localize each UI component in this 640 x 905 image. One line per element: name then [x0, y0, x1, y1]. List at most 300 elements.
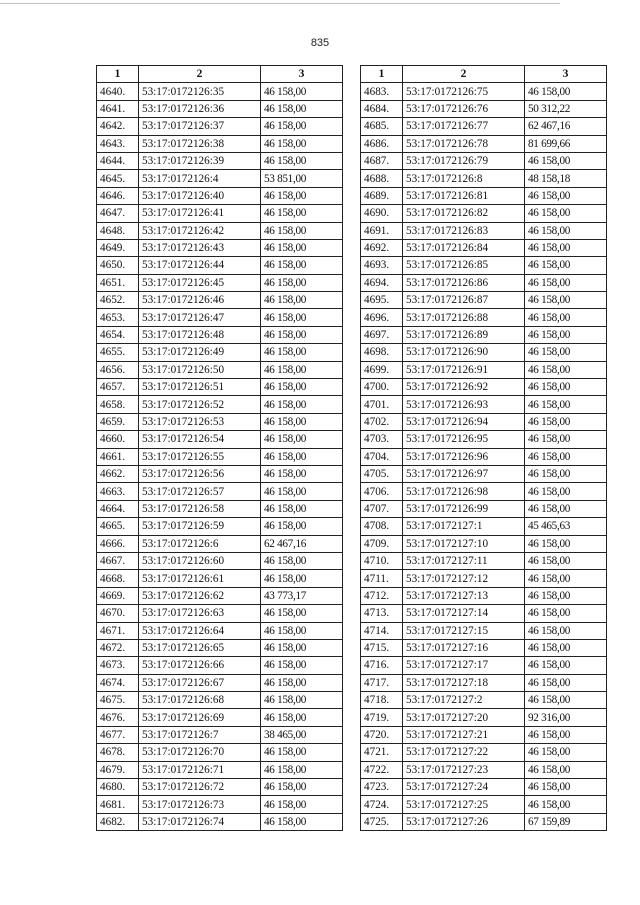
cadastral-value: 46 158,00 — [525, 326, 607, 343]
table-row — [361, 83, 607, 100]
row-index: 4702. — [361, 413, 403, 430]
table-row — [97, 152, 343, 169]
cadastral-value: 46 158,00 — [261, 639, 343, 656]
table-row — [97, 692, 343, 709]
cadastral-value: 46 158,00 — [261, 761, 343, 778]
row-index: 4654. — [97, 326, 139, 343]
table-row — [97, 657, 343, 674]
cadastral-number: 53:17:0172126:42 — [139, 222, 261, 239]
cadastral-number: 53:17:0172127:17 — [403, 657, 525, 674]
table-row — [97, 83, 343, 100]
table-row — [361, 361, 607, 378]
table-body-left — [97, 83, 343, 831]
row-index: 4646. — [97, 187, 139, 204]
row-index: 4664. — [97, 500, 139, 517]
cadastral-number: 53:17:0172126:35 — [139, 83, 261, 100]
cadastral-number: 53:17:0172126:7 — [139, 726, 261, 743]
cadastral-value: 46 158,00 — [261, 465, 343, 482]
cadastral-value: 46 158,00 — [261, 257, 343, 274]
table-row — [97, 587, 343, 604]
cadastral-number: 53:17:0172126:38 — [139, 135, 261, 152]
table-row — [97, 726, 343, 743]
table-row — [361, 674, 607, 691]
cadastral-number: 53:17:0172126:99 — [403, 500, 525, 517]
table-row — [361, 639, 607, 656]
table-row — [361, 257, 607, 274]
cadastral-value: 46 158,00 — [261, 622, 343, 639]
cadastral-number: 53:17:0172126:44 — [139, 257, 261, 274]
table-row — [97, 205, 343, 222]
row-index: 4658. — [97, 396, 139, 413]
cadastral-value: 46 158,00 — [261, 239, 343, 256]
cadastral-value: 46 158,00 — [525, 361, 607, 378]
cadastral-number: 53:17:0172126:83 — [403, 222, 525, 239]
table-row — [97, 552, 343, 569]
row-index: 4644. — [97, 152, 139, 169]
column-header-cadastral-number: 2 — [139, 66, 261, 83]
cadastral-value: 46 158,00 — [525, 692, 607, 709]
table-row — [361, 761, 607, 778]
cadastral-number: 53:17:0172126:88 — [403, 309, 525, 326]
row-index: 4650. — [97, 257, 139, 274]
row-index: 4720. — [361, 726, 403, 743]
table-row — [361, 100, 607, 117]
table-row — [97, 518, 343, 535]
row-index: 4703. — [361, 431, 403, 448]
row-index: 4721. — [361, 744, 403, 761]
page-number: 835 — [310, 37, 330, 49]
cadastral-value: 46 158,00 — [525, 379, 607, 396]
cadastral-number: 53:17:0172126:4 — [139, 170, 261, 187]
cadastral-value: 46 158,00 — [525, 552, 607, 569]
cadastral-value: 46 158,00 — [261, 83, 343, 100]
cadastral-value: 46 158,00 — [261, 187, 343, 204]
table-row — [361, 118, 607, 135]
row-index: 4704. — [361, 448, 403, 465]
table-row — [97, 483, 343, 500]
cadastral-value: 81 699,66 — [525, 135, 607, 152]
cadastral-number: 53:17:0172126:50 — [139, 361, 261, 378]
cadastral-value: 46 158,00 — [525, 431, 607, 448]
cadastral-number: 53:17:0172126:90 — [403, 344, 525, 361]
row-index: 4722. — [361, 761, 403, 778]
row-index: 4651. — [97, 274, 139, 291]
row-index: 4707. — [361, 500, 403, 517]
row-index: 4682. — [97, 813, 139, 830]
cadastral-number: 53:17:0172126:61 — [139, 570, 261, 587]
cadastral-value: 46 158,00 — [525, 500, 607, 517]
cadastral-value: 46 158,00 — [525, 222, 607, 239]
cadastral-value: 53 851,00 — [261, 170, 343, 187]
cadastral-value: 46 158,00 — [261, 274, 343, 291]
cadastral-number: 53:17:0172127:14 — [403, 605, 525, 622]
row-index: 4681. — [97, 796, 139, 813]
table-row — [97, 779, 343, 796]
row-index: 4648. — [97, 222, 139, 239]
row-index: 4714. — [361, 622, 403, 639]
cadastral-number: 53:17:0172126:64 — [139, 622, 261, 639]
cadastral-value: 46 158,00 — [525, 744, 607, 761]
cadastral-number: 53:17:0172126:52 — [139, 396, 261, 413]
row-index: 4710. — [361, 552, 403, 569]
cadastral-value: 46 158,00 — [261, 344, 343, 361]
cadastral-value: 46 158,00 — [525, 292, 607, 309]
cadastral-value: 46 158,00 — [525, 622, 607, 639]
cadastral-number: 53:17:0172126:72 — [139, 779, 261, 796]
row-index: 4679. — [97, 761, 139, 778]
row-index: 4675. — [97, 692, 139, 709]
cadastral-number: 53:17:0172126:76 — [403, 100, 525, 117]
cadastral-number: 53:17:0172126:84 — [403, 239, 525, 256]
cadastral-number: 53:17:0172126:41 — [139, 205, 261, 222]
table-row — [361, 535, 607, 552]
cadastral-number: 53:17:0172126:65 — [139, 639, 261, 656]
row-index: 4643. — [97, 135, 139, 152]
table-row — [97, 361, 343, 378]
row-index: 4713. — [361, 605, 403, 622]
table-row — [97, 170, 343, 187]
table-row — [97, 761, 343, 778]
cadastral-number: 53:17:0172126:37 — [139, 118, 261, 135]
cadastral-value: 46 158,00 — [525, 779, 607, 796]
cadastral-number: 53:17:0172126:46 — [139, 292, 261, 309]
table-row — [361, 135, 607, 152]
row-index: 4642. — [97, 118, 139, 135]
cadastral-number: 53:17:0172127:18 — [403, 674, 525, 691]
row-index: 4672. — [97, 639, 139, 656]
cadastral-value: 46 158,00 — [525, 657, 607, 674]
table-row — [361, 500, 607, 517]
table-row — [97, 118, 343, 135]
table-row — [97, 326, 343, 343]
row-index: 4688. — [361, 170, 403, 187]
cadastral-value: 46 158,00 — [525, 187, 607, 204]
table-row — [97, 674, 343, 691]
cadastral-number: 53:17:0172126:66 — [139, 657, 261, 674]
column-header-value: 3 — [261, 66, 343, 83]
cadastral-value: 46 158,00 — [261, 796, 343, 813]
row-index: 4700. — [361, 379, 403, 396]
cadastral-number: 53:17:0172126:91 — [403, 361, 525, 378]
row-index: 4718. — [361, 692, 403, 709]
row-index: 4677. — [97, 726, 139, 743]
cadastral-value: 46 158,00 — [261, 518, 343, 535]
cadastral-number: 53:17:0172126:93 — [403, 396, 525, 413]
cadastral-value: 46 158,00 — [261, 135, 343, 152]
cadastral-value: 46 158,00 — [525, 535, 607, 552]
table-row — [361, 465, 607, 482]
cadastral-value: 46 158,00 — [525, 257, 607, 274]
cadastral-value: 46 158,00 — [261, 674, 343, 691]
cadastral-number: 53:17:0172126:49 — [139, 344, 261, 361]
cadastral-number: 53:17:0172126:8 — [403, 170, 525, 187]
table-header-row — [361, 66, 607, 83]
row-index: 4701. — [361, 396, 403, 413]
row-index: 4693. — [361, 257, 403, 274]
cadastral-number: 53:17:0172127:26 — [403, 813, 525, 830]
table-row — [97, 744, 343, 761]
cadastral-value: 46 158,00 — [261, 118, 343, 135]
table-row — [97, 239, 343, 256]
cadastral-value: 46 158,00 — [261, 813, 343, 830]
row-index: 4716. — [361, 657, 403, 674]
cadastral-value: 92 316,00 — [525, 709, 607, 726]
row-index: 4645. — [97, 170, 139, 187]
row-index: 4709. — [361, 535, 403, 552]
cadastral-number: 53:17:0172126:51 — [139, 379, 261, 396]
table-body-right — [361, 83, 607, 831]
table-row — [361, 239, 607, 256]
cadastral-number: 53:17:0172126:63 — [139, 605, 261, 622]
column-header-value: 3 — [525, 66, 607, 83]
row-index: 4711. — [361, 570, 403, 587]
cadastral-number: 53:17:0172127:13 — [403, 587, 525, 604]
table-row — [97, 257, 343, 274]
cadastral-value: 46 158,00 — [261, 309, 343, 326]
row-index: 4694. — [361, 274, 403, 291]
cadastral-value: 67 159,89 — [525, 813, 607, 830]
cadastral-value: 50 312,22 — [525, 100, 607, 117]
table-row — [361, 726, 607, 743]
row-index: 4666. — [97, 535, 139, 552]
cadastral-value: 46 158,00 — [525, 309, 607, 326]
table-row — [97, 500, 343, 517]
cadastral-number: 53:17:0172126:98 — [403, 483, 525, 500]
table-row — [97, 379, 343, 396]
table-row — [361, 622, 607, 639]
table-row — [361, 518, 607, 535]
row-index: 4697. — [361, 326, 403, 343]
table-row — [97, 187, 343, 204]
cadastral-value: 46 158,00 — [261, 605, 343, 622]
scan-top-rule — [0, 3, 560, 4]
table-row — [361, 570, 607, 587]
table-row — [361, 274, 607, 291]
cadastral-value: 46 158,00 — [261, 413, 343, 430]
row-index: 4685. — [361, 118, 403, 135]
row-index: 4696. — [361, 309, 403, 326]
table-row — [97, 622, 343, 639]
cadastral-number: 53:17:0172127:20 — [403, 709, 525, 726]
table-row — [97, 813, 343, 830]
cadastral-number: 53:17:0172126:58 — [139, 500, 261, 517]
row-index: 4692. — [361, 239, 403, 256]
cadastral-number: 53:17:0172126:89 — [403, 326, 525, 343]
table-row — [361, 779, 607, 796]
row-index: 4689. — [361, 187, 403, 204]
cadastral-value: 46 158,00 — [261, 500, 343, 517]
table-row — [97, 135, 343, 152]
cadastral-value: 46 158,00 — [261, 552, 343, 569]
row-index: 4668. — [97, 570, 139, 587]
cadastral-number: 53:17:0172127:1 — [403, 518, 525, 535]
register-table-right — [360, 65, 607, 831]
cadastral-value: 46 158,00 — [525, 587, 607, 604]
cadastral-value: 46 158,00 — [261, 205, 343, 222]
cadastral-number: 53:17:0172126:86 — [403, 274, 525, 291]
cadastral-value: 46 158,00 — [525, 796, 607, 813]
row-index: 4671. — [97, 622, 139, 639]
row-index: 4715. — [361, 639, 403, 656]
row-index: 4663. — [97, 483, 139, 500]
row-index: 4655. — [97, 344, 139, 361]
table-row — [97, 570, 343, 587]
cadastral-value: 46 158,00 — [261, 709, 343, 726]
table-row — [361, 292, 607, 309]
table-row — [97, 431, 343, 448]
row-index: 4695. — [361, 292, 403, 309]
row-index: 4690. — [361, 205, 403, 222]
row-index: 4649. — [97, 239, 139, 256]
table-row — [361, 448, 607, 465]
row-index: 4683. — [361, 83, 403, 100]
column-header-index: 1 — [361, 66, 403, 83]
cadastral-number: 53:17:0172126:94 — [403, 413, 525, 430]
row-index: 4657. — [97, 379, 139, 396]
table-row — [97, 709, 343, 726]
cadastral-value: 46 158,00 — [261, 379, 343, 396]
row-index: 4640. — [97, 83, 139, 100]
row-index: 4712. — [361, 587, 403, 604]
table-row — [361, 205, 607, 222]
cadastral-value: 46 158,00 — [525, 761, 607, 778]
cadastral-number: 53:17:0172127:21 — [403, 726, 525, 743]
cadastral-number: 53:17:0172126:67 — [139, 674, 261, 691]
cadastral-number: 53:17:0172127:10 — [403, 535, 525, 552]
table-row — [361, 152, 607, 169]
row-index: 4723. — [361, 779, 403, 796]
cadastral-number: 53:17:0172126:78 — [403, 135, 525, 152]
table-row — [361, 552, 607, 569]
cadastral-value: 43 773,17 — [261, 587, 343, 604]
cadastral-value: 46 158,00 — [525, 205, 607, 222]
row-index: 4678. — [97, 744, 139, 761]
row-index: 4674. — [97, 674, 139, 691]
table-row — [97, 396, 343, 413]
table-row — [361, 431, 607, 448]
cadastral-value: 46 158,00 — [261, 222, 343, 239]
row-index: 4699. — [361, 361, 403, 378]
cadastral-number: 53:17:0172126:53 — [139, 413, 261, 430]
cadastral-value: 45 465,63 — [525, 518, 607, 535]
cadastral-number: 53:17:0172127:22 — [403, 744, 525, 761]
cadastral-value: 62 467,16 — [261, 535, 343, 552]
table-row — [97, 465, 343, 482]
table-row — [97, 309, 343, 326]
cadastral-number: 53:17:0172126:70 — [139, 744, 261, 761]
row-index: 4724. — [361, 796, 403, 813]
table-row — [97, 535, 343, 552]
cadastral-value: 46 158,00 — [525, 396, 607, 413]
row-index: 4717. — [361, 674, 403, 691]
register-table-left — [96, 65, 343, 831]
table-row — [361, 657, 607, 674]
cadastral-value: 46 158,00 — [525, 448, 607, 465]
cadastral-number: 53:17:0172126:54 — [139, 431, 261, 448]
cadastral-number: 53:17:0172126:87 — [403, 292, 525, 309]
row-index: 4719. — [361, 709, 403, 726]
row-index: 4665. — [97, 518, 139, 535]
cadastral-value: 46 158,00 — [261, 100, 343, 117]
table-row — [97, 413, 343, 430]
cadastral-value: 48 158,18 — [525, 170, 607, 187]
table-row — [361, 309, 607, 326]
row-index: 4661. — [97, 448, 139, 465]
cadastral-value: 46 158,00 — [525, 274, 607, 291]
cadastral-number: 53:17:0172126:56 — [139, 465, 261, 482]
row-index: 4660. — [97, 431, 139, 448]
cadastral-value: 46 158,00 — [261, 396, 343, 413]
cadastral-number: 53:17:0172126:43 — [139, 239, 261, 256]
cadastral-number: 53:17:0172127:15 — [403, 622, 525, 639]
cadastral-number: 53:17:0172126:92 — [403, 379, 525, 396]
table-row — [97, 605, 343, 622]
cadastral-number: 53:17:0172126:39 — [139, 152, 261, 169]
cadastral-value: 46 158,00 — [261, 657, 343, 674]
table-row — [361, 483, 607, 500]
cadastral-value: 46 158,00 — [261, 326, 343, 343]
cadastral-number: 53:17:0172126:6 — [139, 535, 261, 552]
row-index: 4652. — [97, 292, 139, 309]
table-row — [97, 100, 343, 117]
table-row — [97, 344, 343, 361]
table-row — [361, 344, 607, 361]
row-index: 4687. — [361, 152, 403, 169]
cadastral-number: 53:17:0172127:11 — [403, 552, 525, 569]
cadastral-value: 46 158,00 — [525, 726, 607, 743]
cadastral-number: 53:17:0172126:85 — [403, 257, 525, 274]
row-index: 4653. — [97, 309, 139, 326]
table-row — [97, 639, 343, 656]
row-index: 4670. — [97, 605, 139, 622]
cadastral-value: 46 158,00 — [261, 152, 343, 169]
cadastral-number: 53:17:0172126:82 — [403, 205, 525, 222]
cadastral-number: 53:17:0172126:36 — [139, 100, 261, 117]
column-header-index: 1 — [97, 66, 139, 83]
table-row — [97, 222, 343, 239]
table-row — [361, 170, 607, 187]
cadastral-value: 46 158,00 — [261, 744, 343, 761]
cadastral-number: 53:17:0172127:24 — [403, 779, 525, 796]
cadastral-number: 53:17:0172126:73 — [139, 796, 261, 813]
table-row — [361, 413, 607, 430]
cadastral-value: 46 158,00 — [261, 779, 343, 796]
cadastral-number: 53:17:0172126:62 — [139, 587, 261, 604]
cadastral-value: 46 158,00 — [525, 570, 607, 587]
table-row — [361, 692, 607, 709]
cadastral-value: 46 158,00 — [525, 413, 607, 430]
row-index: 4662. — [97, 465, 139, 482]
cadastral-number: 53:17:0172126:57 — [139, 483, 261, 500]
table-row — [361, 187, 607, 204]
cadastral-number: 53:17:0172127:23 — [403, 761, 525, 778]
table-row — [361, 744, 607, 761]
cadastral-value: 46 158,00 — [525, 605, 607, 622]
table-row — [97, 448, 343, 465]
cadastral-number: 53:17:0172127:2 — [403, 692, 525, 709]
row-index: 4667. — [97, 552, 139, 569]
cadastral-value: 46 158,00 — [261, 292, 343, 309]
table-row — [361, 605, 607, 622]
column-header-cadastral-number: 2 — [403, 66, 525, 83]
row-index: 4705. — [361, 465, 403, 482]
row-index: 4680. — [97, 779, 139, 796]
table-row — [361, 396, 607, 413]
table-row — [361, 709, 607, 726]
row-index: 4708. — [361, 518, 403, 535]
cadastral-value: 46 158,00 — [261, 570, 343, 587]
cadastral-value: 46 158,00 — [525, 483, 607, 500]
